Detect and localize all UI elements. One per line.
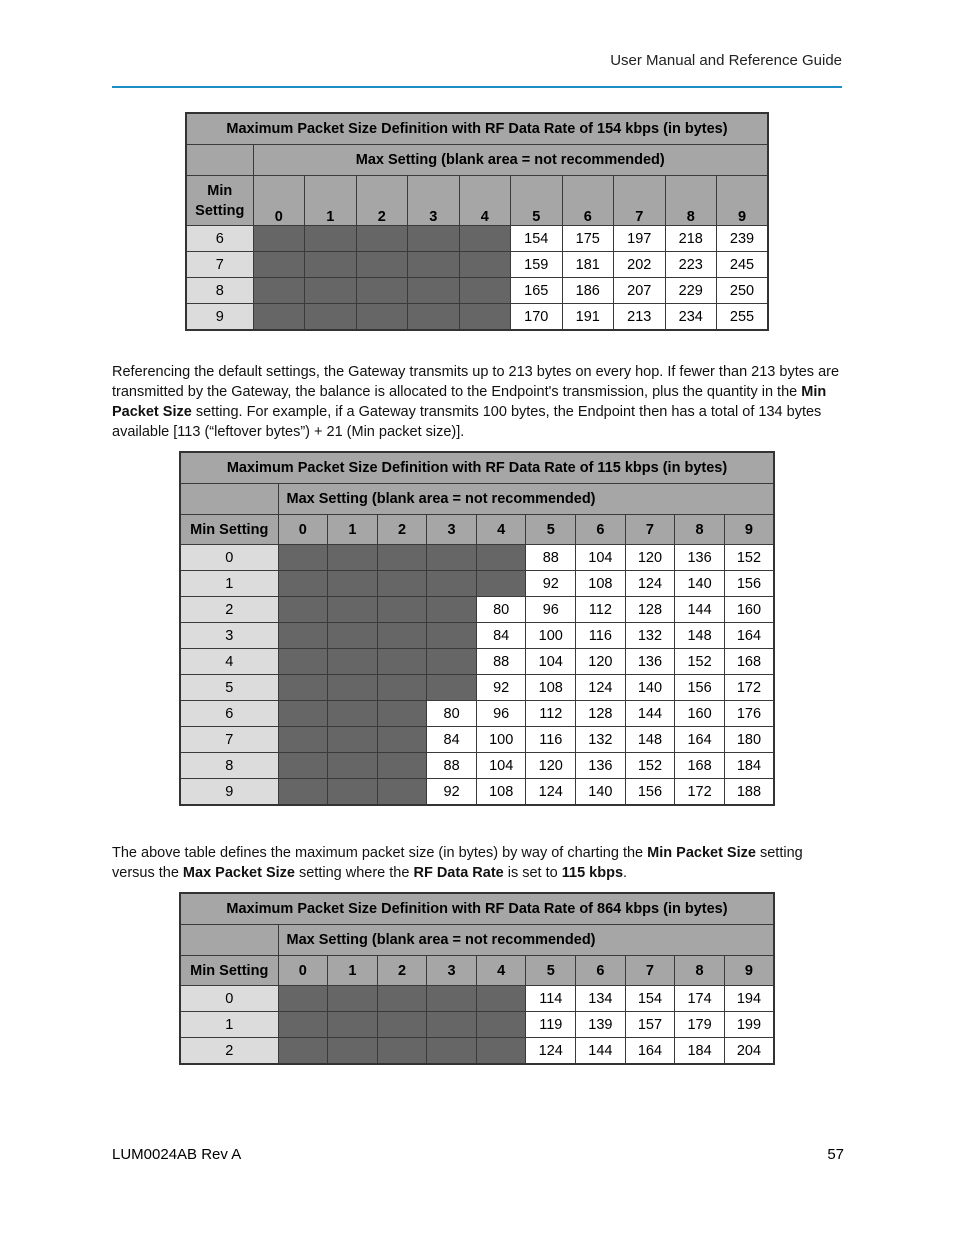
packet-size-cell: 186 xyxy=(562,278,614,304)
packet-size-cell: 120 xyxy=(526,753,576,779)
not-recommended-cell xyxy=(377,597,427,623)
table-row xyxy=(180,727,774,753)
not-recommended-cell xyxy=(278,675,328,701)
packet-size-cell: 152 xyxy=(625,753,675,779)
packet-size-cell: 124 xyxy=(526,779,576,806)
not-recommended-cell xyxy=(377,701,427,727)
table-row xyxy=(180,1038,774,1065)
table-subtitle: Max Setting (blank area = not recommended) xyxy=(278,484,774,515)
corner-line-2: Setting xyxy=(195,202,245,219)
not-recommended-cell xyxy=(278,571,328,597)
not-recommended-cell xyxy=(377,986,427,1012)
not-recommended-cell xyxy=(328,1038,378,1065)
not-recommended-cell xyxy=(328,623,378,649)
not-recommended-cell xyxy=(408,304,460,331)
packet-size-cell: 136 xyxy=(675,545,725,571)
min-setting-cell: 6 xyxy=(180,701,278,727)
not-recommended-cell xyxy=(408,252,460,278)
not-recommended-cell xyxy=(328,1012,378,1038)
not-recommended-cell xyxy=(427,986,477,1012)
min-setting-header xyxy=(186,176,253,226)
packet-size-cell: 234 xyxy=(665,304,717,331)
packet-size-cell: 174 xyxy=(675,986,725,1012)
packet-size-cell: 148 xyxy=(625,727,675,753)
packet-size-cell: 168 xyxy=(724,649,774,675)
max-setting-col-2: 2 xyxy=(377,515,427,545)
max-setting-col-8: 8 xyxy=(675,956,725,986)
packet-size-cell: 104 xyxy=(576,545,626,571)
packet-size-cell: 128 xyxy=(625,597,675,623)
packet-size-cell: 144 xyxy=(675,597,725,623)
max-setting-col-1: 1 xyxy=(328,515,378,545)
not-recommended-cell xyxy=(278,597,328,623)
min-setting-cell: 0 xyxy=(180,986,278,1012)
min-setting-cell: 9 xyxy=(186,304,253,331)
packet-size-cell: 104 xyxy=(526,649,576,675)
table-row xyxy=(180,649,774,675)
paragraph-default-settings: Referencing the default settings, the Gateway transmits up to 213 bytes on every hop. If fewer than 213 bytes are transmitted by the Gateway, the balance is allocated to the Endpoint's transmission, plus the quantity in the Min Packet Size setting. For example, if a Gateway transmits 100 bytes, the Endpoint then has a total of 134 bytes available [113 (“leftover bytes”) + 21 (Min packet size)]. xyxy=(112,364,840,440)
max-setting-col-0: 0 xyxy=(278,515,328,545)
not-recommended-cell xyxy=(278,1038,328,1065)
not-recommended-cell xyxy=(476,1038,526,1065)
max-setting-col-3: 3 xyxy=(427,956,477,986)
not-recommended-cell xyxy=(305,278,357,304)
table-row xyxy=(180,779,774,806)
packet-size-cell: 156 xyxy=(724,571,774,597)
not-recommended-cell xyxy=(476,986,526,1012)
packet-size-cell: 223 xyxy=(665,252,717,278)
not-recommended-cell xyxy=(377,779,427,806)
table-row xyxy=(180,571,774,597)
subtitle-spacer xyxy=(180,925,278,956)
not-recommended-cell xyxy=(427,545,477,571)
packet-size-cell: 116 xyxy=(576,623,626,649)
min-setting-cell: 2 xyxy=(180,1038,278,1065)
packet-size-cell: 114 xyxy=(526,986,576,1012)
not-recommended-cell xyxy=(328,753,378,779)
not-recommended-cell xyxy=(278,727,328,753)
not-recommended-cell xyxy=(328,727,378,753)
packet-size-cell: 157 xyxy=(625,1012,675,1038)
not-recommended-cell xyxy=(377,571,427,597)
max-setting-col-6: 6 xyxy=(562,176,614,226)
table-row xyxy=(186,304,768,331)
packet-size-cell: 194 xyxy=(724,986,774,1012)
max-setting-col-6: 6 xyxy=(576,515,626,545)
min-setting-cell: 8 xyxy=(186,278,253,304)
packet-size-cell: 154 xyxy=(625,986,675,1012)
max-setting-col-5: 5 xyxy=(511,176,563,226)
packet-size-cell: 199 xyxy=(724,1012,774,1038)
not-recommended-cell xyxy=(328,779,378,806)
min-setting-cell: 7 xyxy=(180,727,278,753)
packet-size-cell: 144 xyxy=(576,1038,626,1065)
packet-size-cell: 181 xyxy=(562,252,614,278)
not-recommended-cell xyxy=(427,623,477,649)
not-recommended-cell xyxy=(253,252,305,278)
not-recommended-cell xyxy=(476,571,526,597)
not-recommended-cell xyxy=(305,226,357,252)
packet-size-cell: 156 xyxy=(675,675,725,701)
subtitle-spacer xyxy=(180,484,278,515)
not-recommended-cell xyxy=(278,753,328,779)
packet-size-cell: 250 xyxy=(717,278,769,304)
packet-size-cell: 116 xyxy=(526,727,576,753)
max-setting-col-0: 0 xyxy=(278,956,328,986)
packet-size-cell: 172 xyxy=(724,675,774,701)
min-setting-cell: 5 xyxy=(180,675,278,701)
packet-size-cell: 80 xyxy=(427,701,477,727)
packet-size-cell: 229 xyxy=(665,278,717,304)
table-row xyxy=(180,1012,774,1038)
min-setting-cell: 6 xyxy=(186,226,253,252)
table-row xyxy=(180,753,774,779)
not-recommended-cell xyxy=(278,779,328,806)
packet-size-cell: 139 xyxy=(576,1012,626,1038)
min-setting-cell: 0 xyxy=(180,545,278,571)
packet-size-cell: 132 xyxy=(625,623,675,649)
min-setting-cell: 8 xyxy=(180,753,278,779)
packet-size-cell: 164 xyxy=(675,727,725,753)
packet-size-cell: 124 xyxy=(576,675,626,701)
packet-size-cell: 96 xyxy=(476,701,526,727)
packet-size-cell: 172 xyxy=(675,779,725,806)
packet-size-cell: 184 xyxy=(724,753,774,779)
not-recommended-cell xyxy=(328,545,378,571)
packet-size-cell: 207 xyxy=(614,278,666,304)
packet-size-cell: 84 xyxy=(427,727,477,753)
packet-size-cell: 100 xyxy=(476,727,526,753)
not-recommended-cell xyxy=(253,226,305,252)
not-recommended-cell xyxy=(278,986,328,1012)
max-setting-col-0: 0 xyxy=(253,176,305,226)
paragraph-table-explanation: The above table defines the maximum packet size (in bytes) by way of charting the Min Packet Size setting versus the Max Packet Size setting where the RF Data Rate is set to 115 kbps. xyxy=(112,845,803,881)
packet-size-cell: 80 xyxy=(476,597,526,623)
table-row xyxy=(186,226,768,252)
min-setting-header: Min Setting xyxy=(180,956,278,986)
packet-size-cell: 165 xyxy=(511,278,563,304)
max-setting-col-5: 5 xyxy=(526,515,576,545)
packet-size-cell: 136 xyxy=(576,753,626,779)
min-setting-cell: 1 xyxy=(180,1012,278,1038)
packet-size-cell: 184 xyxy=(675,1038,725,1065)
not-recommended-cell xyxy=(328,701,378,727)
not-recommended-cell xyxy=(408,226,460,252)
packet-size-cell: 132 xyxy=(576,727,626,753)
subtitle-spacer xyxy=(186,145,253,176)
packet-size-cell: 128 xyxy=(576,701,626,727)
not-recommended-cell xyxy=(377,753,427,779)
max-setting-col-6: 6 xyxy=(576,956,626,986)
not-recommended-cell xyxy=(377,1038,427,1065)
max-setting-col-7: 7 xyxy=(625,515,675,545)
max-setting-col-5: 5 xyxy=(526,956,576,986)
table-row xyxy=(180,597,774,623)
packet-size-cell: 88 xyxy=(526,545,576,571)
packet-size-cell: 112 xyxy=(576,597,626,623)
max-setting-col-7: 7 xyxy=(614,176,666,226)
table-row xyxy=(186,252,768,278)
min-setting-cell: 1 xyxy=(180,571,278,597)
min-setting-cell: 4 xyxy=(180,649,278,675)
packet-size-cell: 168 xyxy=(675,753,725,779)
packet-size-cell: 159 xyxy=(511,252,563,278)
min-setting-cell: 7 xyxy=(186,252,253,278)
not-recommended-cell xyxy=(278,701,328,727)
max-setting-col-2: 2 xyxy=(356,176,408,226)
table-subtitle: Max Setting (blank area = not recommended) xyxy=(278,925,774,956)
not-recommended-cell xyxy=(328,571,378,597)
packet-size-cell: 218 xyxy=(665,226,717,252)
packet-size-cell: 108 xyxy=(476,779,526,806)
packet-size-cell: 154 xyxy=(511,226,563,252)
not-recommended-cell xyxy=(427,1012,477,1038)
not-recommended-cell xyxy=(305,304,357,331)
not-recommended-cell xyxy=(459,252,511,278)
max-setting-col-4: 4 xyxy=(459,176,511,226)
min-setting-cell: 3 xyxy=(180,623,278,649)
packet-size-cell: 124 xyxy=(625,571,675,597)
max-setting-col-9: 9 xyxy=(724,956,774,986)
not-recommended-cell xyxy=(328,675,378,701)
packet-size-cell: 191 xyxy=(562,304,614,331)
max-setting-col-4: 4 xyxy=(476,956,526,986)
packet-size-cell: 140 xyxy=(675,571,725,597)
table-row xyxy=(180,545,774,571)
packet-size-cell: 213 xyxy=(614,304,666,331)
header-rule xyxy=(112,86,842,88)
not-recommended-cell xyxy=(459,304,511,331)
packet-size-cell: 255 xyxy=(717,304,769,331)
packet-size-cell: 197 xyxy=(614,226,666,252)
not-recommended-cell xyxy=(253,278,305,304)
packet-size-cell: 160 xyxy=(675,701,725,727)
not-recommended-cell xyxy=(377,675,427,701)
packet-size-cell: 108 xyxy=(576,571,626,597)
table-row xyxy=(180,675,774,701)
not-recommended-cell xyxy=(377,623,427,649)
packet-size-cell: 152 xyxy=(724,545,774,571)
not-recommended-cell xyxy=(459,226,511,252)
packet-size-cell: 144 xyxy=(625,701,675,727)
not-recommended-cell xyxy=(356,226,408,252)
max-setting-col-7: 7 xyxy=(625,956,675,986)
not-recommended-cell xyxy=(377,545,427,571)
max-setting-col-8: 8 xyxy=(675,515,725,545)
packet-size-cell: 204 xyxy=(724,1038,774,1065)
max-setting-col-9: 9 xyxy=(717,176,769,226)
max-setting-col-2: 2 xyxy=(377,956,427,986)
packet-size-cell: 96 xyxy=(526,597,576,623)
packet-size-cell: 188 xyxy=(724,779,774,806)
packet-size-cell: 175 xyxy=(562,226,614,252)
footer-doc-id: LUM0024AB Rev A xyxy=(112,1146,242,1163)
packet-size-cell: 124 xyxy=(526,1038,576,1065)
packet-size-cell: 148 xyxy=(675,623,725,649)
max-setting-col-9: 9 xyxy=(724,515,774,545)
packet-size-cell: 239 xyxy=(717,226,769,252)
table-row xyxy=(180,623,774,649)
table-title: Maximum Packet Size Definition with RF Data Rate of 115 kbps (in bytes) xyxy=(180,452,774,484)
table-row xyxy=(180,701,774,727)
max-setting-col-3: 3 xyxy=(408,176,460,226)
corner-line-1: Min xyxy=(207,182,233,199)
packet-size-cell: 156 xyxy=(625,779,675,806)
not-recommended-cell xyxy=(328,649,378,675)
not-recommended-cell xyxy=(278,649,328,675)
table-subtitle: Max Setting (blank area = not recommended) xyxy=(253,145,768,176)
packet-size-cell: 140 xyxy=(625,675,675,701)
min-setting-header: Min Setting xyxy=(180,515,278,545)
not-recommended-cell xyxy=(459,278,511,304)
packet-size-cell: 92 xyxy=(526,571,576,597)
packet-size-cell: 160 xyxy=(724,597,774,623)
not-recommended-cell xyxy=(356,252,408,278)
not-recommended-cell xyxy=(408,278,460,304)
not-recommended-cell xyxy=(328,597,378,623)
footer-page-number: 57 xyxy=(827,1146,844,1163)
packet-size-cell: 179 xyxy=(675,1012,725,1038)
max-setting-col-8: 8 xyxy=(665,176,717,226)
packet-size-cell: 92 xyxy=(427,779,477,806)
not-recommended-cell xyxy=(278,545,328,571)
not-recommended-cell xyxy=(278,623,328,649)
not-recommended-cell xyxy=(356,278,408,304)
packet-size-cell: 119 xyxy=(526,1012,576,1038)
packet-size-table-154kbps xyxy=(185,112,769,331)
packet-size-cell: 136 xyxy=(625,649,675,675)
packet-size-cell: 176 xyxy=(724,701,774,727)
packet-size-cell: 180 xyxy=(724,727,774,753)
packet-size-cell: 100 xyxy=(526,623,576,649)
not-recommended-cell xyxy=(427,675,477,701)
packet-size-cell: 84 xyxy=(476,623,526,649)
min-packet-size-term: Min Packet Size xyxy=(112,384,827,420)
packet-size-cell: 245 xyxy=(717,252,769,278)
packet-size-cell: 120 xyxy=(625,545,675,571)
page-header-title: User Manual and Reference Guide xyxy=(610,52,842,69)
packet-size-cell: 134 xyxy=(576,986,626,1012)
packet-size-table-864kbps xyxy=(179,892,775,1065)
not-recommended-cell xyxy=(356,304,408,331)
min-setting-cell: 2 xyxy=(180,597,278,623)
not-recommended-cell xyxy=(476,1012,526,1038)
packet-size-cell: 202 xyxy=(614,252,666,278)
min-setting-cell: 9 xyxy=(180,779,278,806)
packet-size-cell: 88 xyxy=(427,753,477,779)
packet-size-cell: 120 xyxy=(576,649,626,675)
packet-size-cell: 112 xyxy=(526,701,576,727)
packet-size-cell: 152 xyxy=(675,649,725,675)
not-recommended-cell xyxy=(377,649,427,675)
packet-size-table-115kbps xyxy=(179,451,775,806)
not-recommended-cell xyxy=(476,545,526,571)
packet-size-cell: 108 xyxy=(526,675,576,701)
packet-size-cell: 170 xyxy=(511,304,563,331)
max-setting-col-3: 3 xyxy=(427,515,477,545)
not-recommended-cell xyxy=(377,727,427,753)
table-title: Maximum Packet Size Definition with RF Data Rate of 154 kbps (in bytes) xyxy=(186,113,768,145)
not-recommended-cell xyxy=(427,597,477,623)
max-setting-col-4: 4 xyxy=(476,515,526,545)
table-row xyxy=(180,986,774,1012)
packet-size-cell: 88 xyxy=(476,649,526,675)
not-recommended-cell xyxy=(328,986,378,1012)
packet-size-cell: 140 xyxy=(576,779,626,806)
max-setting-col-1: 1 xyxy=(328,956,378,986)
not-recommended-cell xyxy=(427,1038,477,1065)
max-setting-col-1: 1 xyxy=(305,176,357,226)
table-row xyxy=(186,278,768,304)
not-recommended-cell xyxy=(305,252,357,278)
packet-size-cell: 92 xyxy=(476,675,526,701)
packet-size-cell: 164 xyxy=(724,623,774,649)
not-recommended-cell xyxy=(253,304,305,331)
packet-size-cell: 104 xyxy=(476,753,526,779)
not-recommended-cell xyxy=(377,1012,427,1038)
table-title: Maximum Packet Size Definition with RF Data Rate of 864 kbps (in bytes) xyxy=(180,893,774,925)
packet-size-cell: 164 xyxy=(625,1038,675,1065)
not-recommended-cell xyxy=(427,571,477,597)
not-recommended-cell xyxy=(278,1012,328,1038)
not-recommended-cell xyxy=(427,649,477,675)
